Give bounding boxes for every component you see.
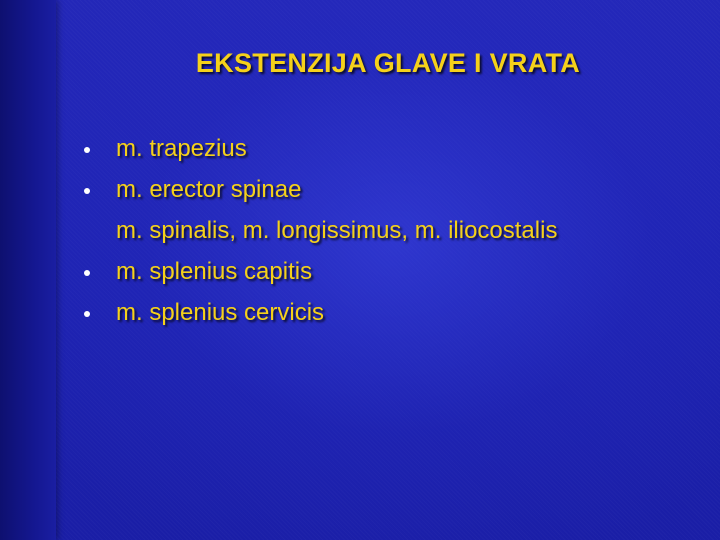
slide-title: EKSTENZIJA GLAVE I VRATA [195,48,581,78]
list-item-text: m. splenius capitis [116,258,313,285]
list-item-text: m. erector spinae [116,176,302,203]
bullet-icon [84,311,90,317]
list-item-text: m. spinalis, m. longissimus, m. iliocostalis [116,217,558,244]
bullet-icon [84,188,90,194]
bullet-icon [84,147,90,153]
list-item-text: m. trapezius [116,135,247,162]
list-item-text: m. splenius cervicis [116,299,325,326]
slide-left-band [0,0,56,540]
bullet-icon [84,270,90,276]
